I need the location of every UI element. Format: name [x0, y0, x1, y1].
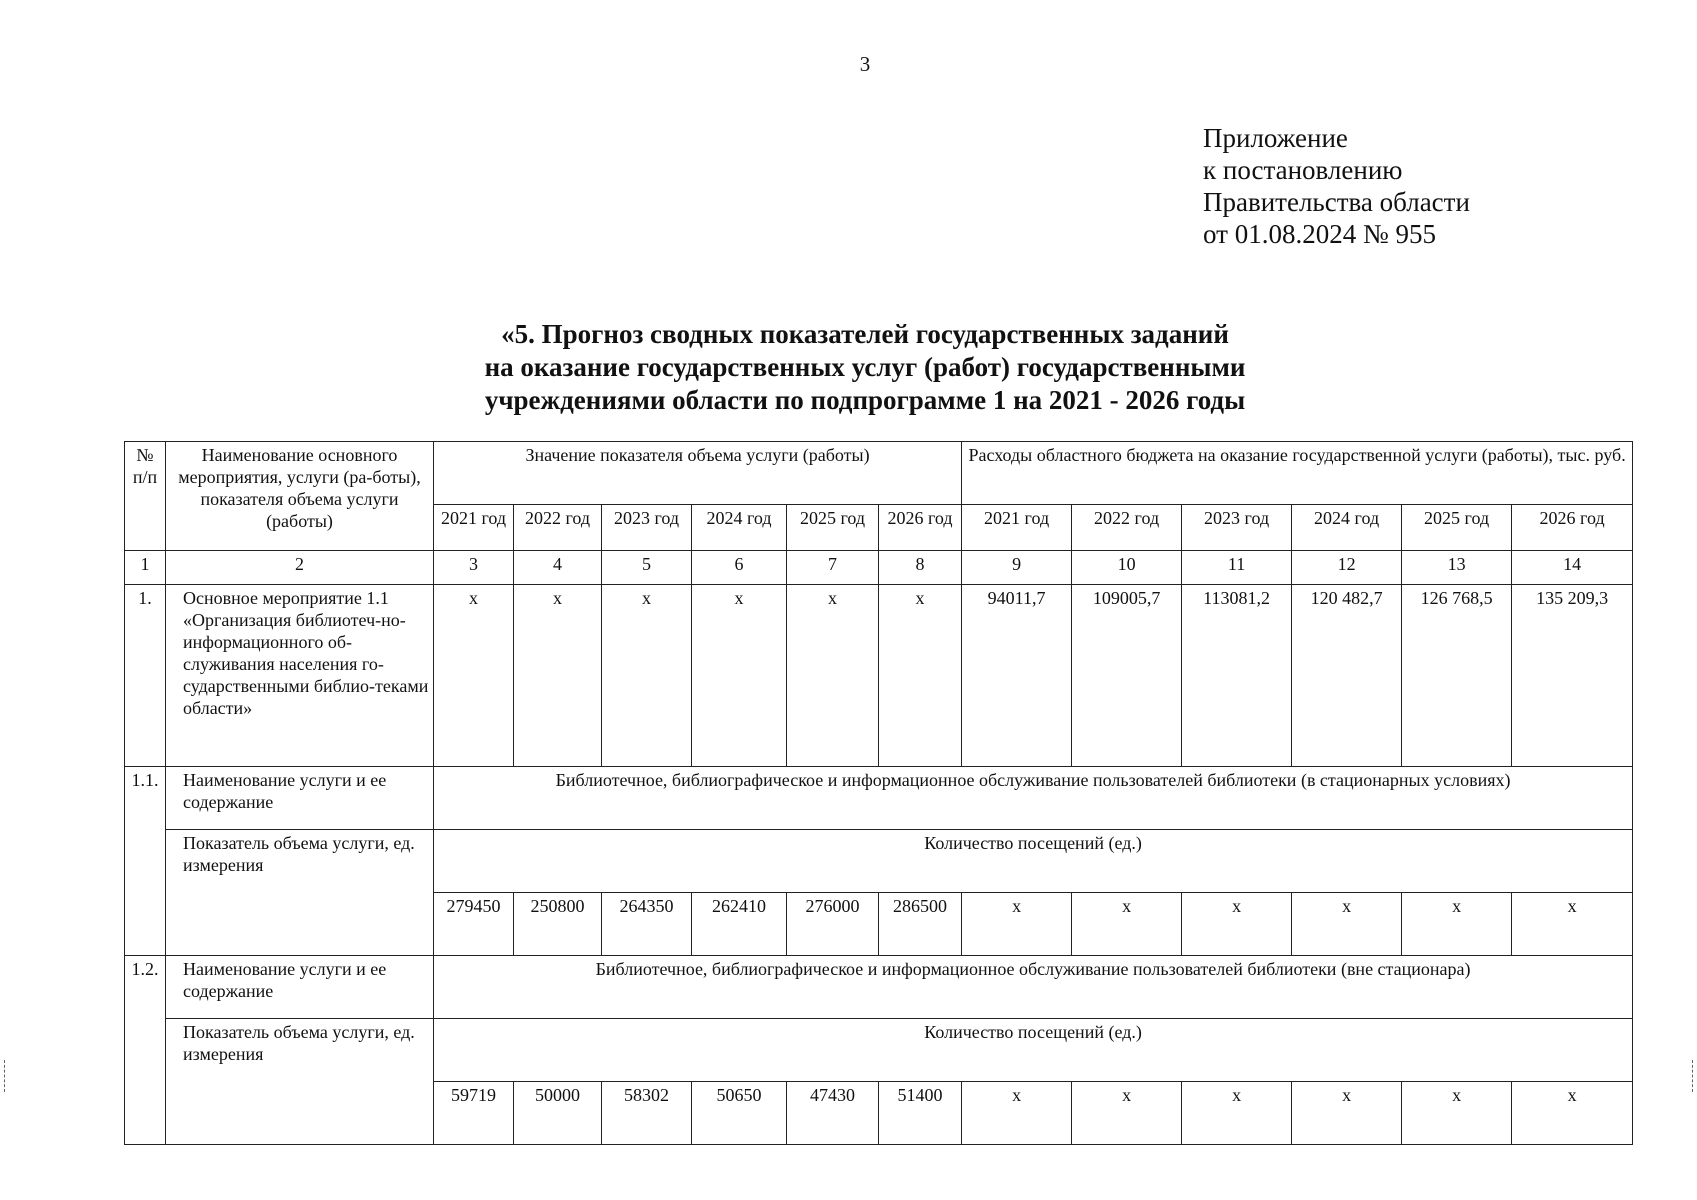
service-name-label: Наименование услуги и ее содержание: [166, 956, 434, 1019]
service-name-value: Библиотечное, библиографическое и информационное обслуживание пользователей библиотеки (в стационарных условиях): [434, 767, 1633, 830]
expense-cell: x: [1182, 893, 1292, 956]
header-num: № п/п: [125, 442, 166, 551]
volume-cell: 250800: [514, 893, 602, 956]
volume-cell: 51400: [879, 1082, 962, 1145]
header-year: 2022 год: [1072, 505, 1182, 551]
volume-cell: x: [879, 585, 962, 767]
expense-cell: 113081,2: [1182, 585, 1292, 767]
column-number: 3: [434, 551, 514, 585]
expense-cell: 109005,7: [1072, 585, 1182, 767]
indicator-label: Показатель объема услуги, ед. измерения: [166, 830, 434, 956]
expense-cell: x: [1182, 1082, 1292, 1145]
row-num: 1.2.: [125, 956, 166, 1145]
expense-cell: x: [1402, 893, 1512, 956]
column-number: 13: [1402, 551, 1512, 585]
margin-mark-right: [1692, 1060, 1694, 1092]
header-year: 2021 год: [962, 505, 1072, 551]
page-number: 3: [859, 52, 871, 76]
header-year: 2024 год: [692, 505, 787, 551]
appendix-block: [1203, 122, 1470, 250]
column-number: 6: [692, 551, 787, 585]
header-expense-group: Расходы областного бюджета на оказание государственной услуги (работы), тыс. руб.: [962, 442, 1633, 505]
volume-cell: 264350: [602, 893, 692, 956]
header-year: 2025 год: [1402, 505, 1512, 551]
expense-cell: x: [1072, 1082, 1182, 1145]
expense-cell: 135 209,3: [1512, 585, 1633, 767]
expense-cell: x: [1512, 1082, 1633, 1145]
header-year: 2026 год: [1512, 505, 1633, 551]
document-title: [0, 318, 1697, 417]
header-name: Наименование основного мероприятия, услуги (ра-боты), показателя объема услуги (работы): [166, 442, 434, 551]
header-year: 2026 год: [879, 505, 962, 551]
column-number: 4: [514, 551, 602, 585]
expense-cell: 120 482,7: [1292, 585, 1402, 767]
appendix-line: к постановлению: [1203, 155, 1403, 185]
volume-cell: 50000: [514, 1082, 602, 1145]
title-line: учреждениями области по подпрограмме 1 на 2021 - 2026 годы: [484, 385, 1246, 415]
indicator-row: [125, 830, 1633, 893]
service-name-label: Наименование услуги и ее содержание: [166, 767, 434, 830]
forecast-table: [124, 441, 1633, 1145]
header-year: 2021 год: [434, 505, 514, 551]
expense-cell: x: [962, 1082, 1072, 1145]
appendix-line: Приложение: [1203, 123, 1348, 153]
expense-cell: x: [1512, 893, 1633, 956]
service-name-row: [125, 767, 1633, 830]
column-numbers-row: [125, 551, 1633, 585]
indicator-value: Количество посещений (ед.): [434, 1019, 1633, 1082]
header-year: 2023 год: [602, 505, 692, 551]
column-number: 5: [602, 551, 692, 585]
header-volume-group: Значение показателя объема услуги (работы): [434, 442, 962, 505]
volume-cell: 276000: [787, 893, 879, 956]
volume-cell: x: [514, 585, 602, 767]
header-year: 2022 год: [514, 505, 602, 551]
volume-cell: x: [602, 585, 692, 767]
row-num: 1.1.: [125, 767, 166, 956]
volume-cell: 58302: [602, 1082, 692, 1145]
appendix-line: от 01.08.2024 № 955: [1203, 219, 1436, 249]
indicator-label: Показатель объема услуги, ед. измерения: [166, 1019, 434, 1145]
appendix-line: Правительства области: [1203, 187, 1470, 217]
volume-cell: 279450: [434, 893, 514, 956]
volume-cell: x: [787, 585, 879, 767]
volume-cell: x: [692, 585, 787, 767]
column-number: 8: [879, 551, 962, 585]
service-name-value: Библиотечное, библиографическое и информационное обслуживание пользователей библиотеки (вне стационара): [434, 956, 1633, 1019]
indicator-value: Количество посещений (ед.): [434, 830, 1633, 893]
column-number: 9: [962, 551, 1072, 585]
column-number: 1: [125, 551, 166, 585]
main-event-row: [125, 585, 1633, 767]
row-num: 1.: [125, 585, 166, 767]
column-number: 2: [166, 551, 434, 585]
title-line: «5. Прогноз сводных показателей государственных заданий: [501, 319, 1229, 349]
column-number: 14: [1512, 551, 1633, 585]
title-line: на оказание государственных услуг (работ) государственными: [484, 352, 1246, 382]
margin-mark-left: [4, 1060, 6, 1092]
expense-cell: x: [1072, 893, 1182, 956]
expense-cell: x: [962, 893, 1072, 956]
volume-cell: 286500: [879, 893, 962, 956]
volume-cell: x: [434, 585, 514, 767]
expense-cell: 126 768,5: [1402, 585, 1512, 767]
expense-cell: 94011,7: [962, 585, 1072, 767]
main-event-name: Основное мероприятие 1.1 «Организация библиотеч-но-информационного об-служивания населения го-сударственными библио-теками области»: [166, 585, 434, 767]
column-number: 10: [1072, 551, 1182, 585]
volume-cell: 59719: [434, 1082, 514, 1145]
header-year: 2024 год: [1292, 505, 1402, 551]
expense-cell: x: [1402, 1082, 1512, 1145]
volume-cell: 262410: [692, 893, 787, 956]
header-year: 2023 год: [1182, 505, 1292, 551]
column-number: 7: [787, 551, 879, 585]
volume-cell: 47430: [787, 1082, 879, 1145]
header-row: [125, 442, 1633, 505]
header-year: 2025 год: [787, 505, 879, 551]
volume-cell: 50650: [692, 1082, 787, 1145]
column-number: 12: [1292, 551, 1402, 585]
service-name-row: [125, 956, 1633, 1019]
expense-cell: x: [1292, 893, 1402, 956]
indicator-row: [125, 1019, 1633, 1082]
expense-cell: x: [1292, 1082, 1402, 1145]
column-number: 11: [1182, 551, 1292, 585]
